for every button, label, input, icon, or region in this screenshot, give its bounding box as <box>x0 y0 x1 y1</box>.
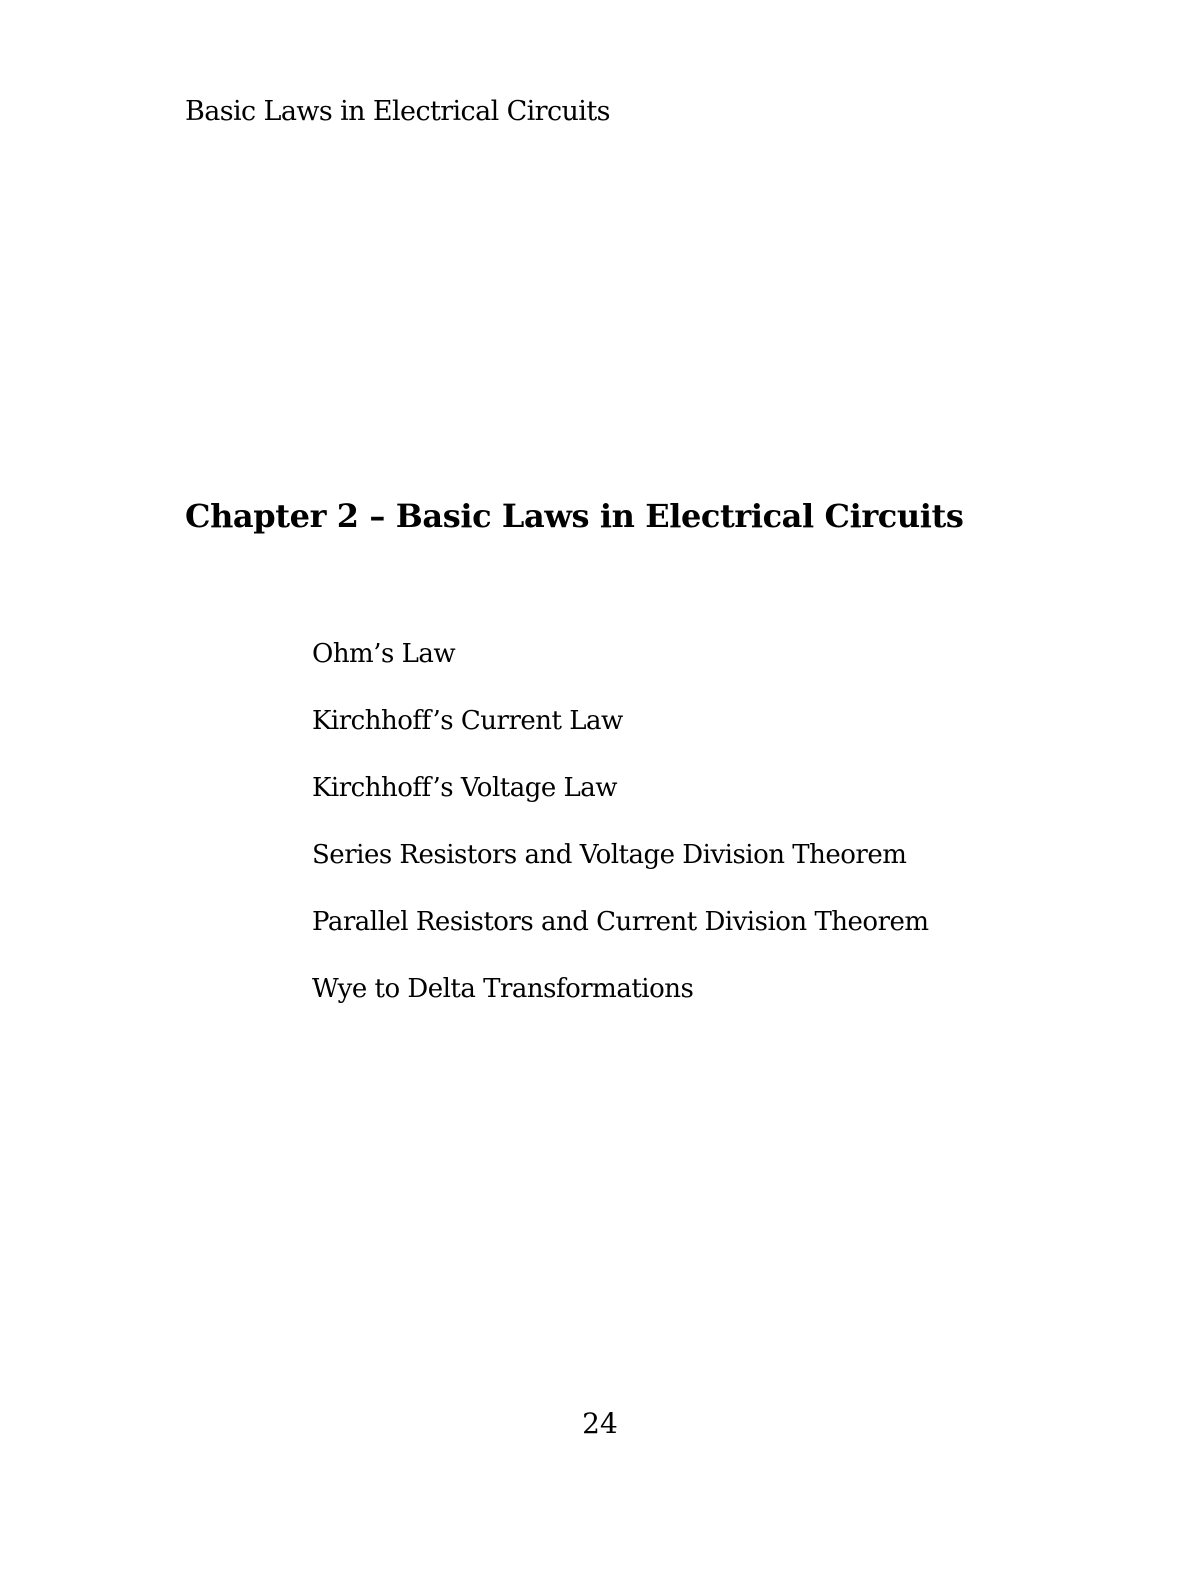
topic-kirchhoffs-voltage-law: Kirchhoff’s Voltage Law <box>312 773 618 803</box>
topic-ohms-law: Ohm’s Law <box>312 639 456 669</box>
page-number: 24 <box>582 1407 618 1440</box>
topic-series-resistors: Series Resistors and Voltage Division Theorem <box>312 840 907 870</box>
chapter-title: Chapter 2 – Basic Laws in Electrical Circuits <box>185 497 964 535</box>
topic-list <box>312 637 929 1039</box>
topic-kirchhoffs-current-law: Kirchhoff’s Current Law <box>312 706 623 736</box>
topic-wye-delta: Wye to Delta Transformations <box>312 974 694 1004</box>
running-header: Basic Laws in Electrical Circuits <box>185 96 610 127</box>
topic-parallel-resistors: Parallel Resistors and Current Division Theorem <box>312 907 929 937</box>
